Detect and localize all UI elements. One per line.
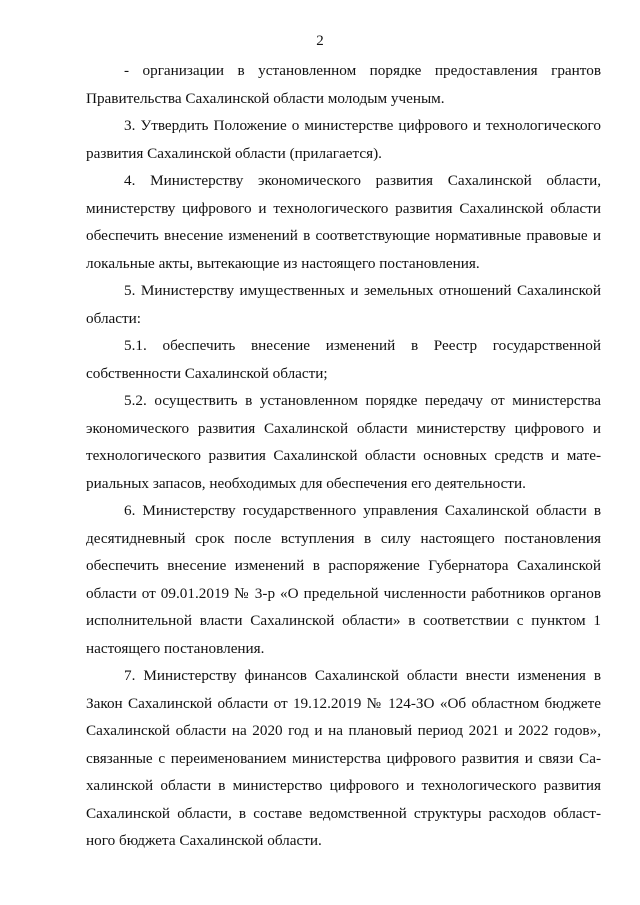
paragraph-5-2-transfer: 5.2. осуществить в установленном порядке передачу от министерства экономического развития Сахалинской области министерству цифрового и технологического развития Сахалинской области основных средств и материальных запасов, необходимых для обеспечения его деятельности. — [86, 392, 601, 492]
paragraph-7-finance: 7. Министерству финансов Сахалинской области внести изменения в Закон Сахалинской области от 19.12.2019 № 124-ЗО «Об областном бюджете Сахалинской области на 2020 год и на плановый период 2021 и 2022 годов», связанные с переименованием министерства цифрового развития и связи Сахалинской области в министерство цифрового и технологического развития Сахалинской области, в составе ведомственной структуры расходов областного бюджета Сахалинской области. — [86, 667, 601, 849]
document-body — [86, 57, 601, 855]
paragraph-grants-item: - организации в установленном порядке предоставления грантов Правительства Сахалинской области молодым ученым. — [86, 62, 601, 107]
paragraph-5-property-ministry: 5. Министерству имущественных и земельных отношений Сахалинской области: — [86, 282, 601, 327]
paragraph-4-amendments: 4. Министерству экономического развития Сахалинской области, министерству цифрового и технологического развития Сахалинской области обеспечить внесение изменений в соответствующие нормативные правовые и локальные акты, вытекающие из настоящего постановления. — [86, 172, 601, 272]
paragraph-5-1-registry: 5.1. обеспечить внесение изменений в Реестр государственной собственности Сахалинской области; — [86, 337, 601, 382]
page-number: 2 — [316, 33, 324, 49]
paragraph-3-regulation: 3. Утвердить Положение о министерстве цифрового и технологического развития Сахалинской области (прилагается). — [86, 117, 601, 162]
paragraph-6-public-administration: 6. Министерству государственного управления Сахалинской области в десятидневный срок после вступления в силу настоящего постановления обеспечить внесение изменений в распоряжение Губернатора Сахалинской области от 09.01.2019 № 3-р «О предельной численности работников органов исполнительной власти Сахалинской области» в соответствии с пунктом 1 настоящего постановления. — [86, 502, 601, 657]
